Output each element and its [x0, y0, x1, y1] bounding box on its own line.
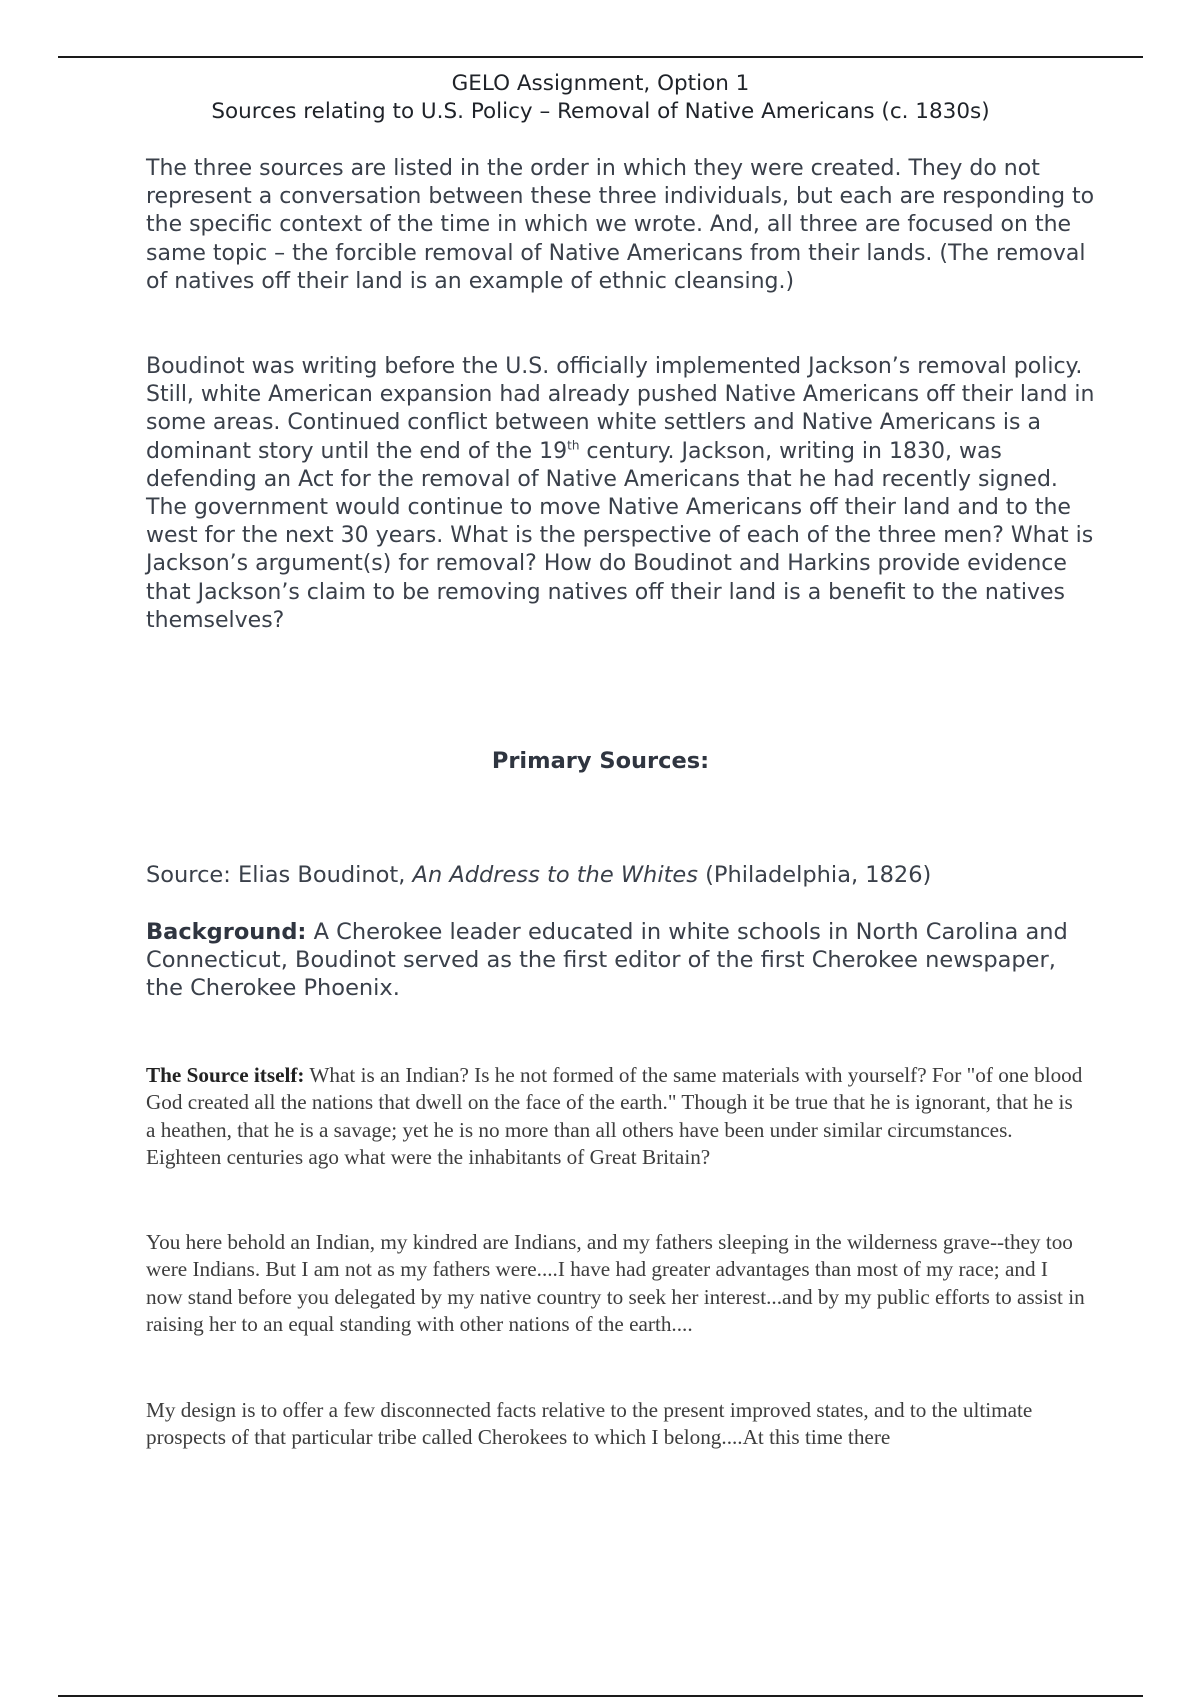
- document-subtitle: Sources relating to U.S. Policy – Removal of Native Americans (c. 1830s): [211, 99, 990, 124]
- intro-paragraph-1: The three sources are listed in the order in which they were created. They do not represent a conversation between these three individuals, but each are responding to the specific context of the time in which we wrote. And, all three are focused on the same topic – the forcible removal of Native Americans from their lands. (The removal of natives off their land is an example of ethnic cleansing.): [146, 156, 1095, 294]
- intro-paragraph-2-part-b: century. Jackson, writing in 1830, was defending an Act for the removal of Native Americans that he had recently signed. The government would continue to move Native Americans off their land and to the west for the next 30 years. What is the perspective of each of the three men? What is Jackson’s argument(s) for removal? How do Boudinot and Harkins provide evidence that Jackson’s claim to be removing natives off their land is a benefit to the natives themselves?: [146, 438, 1094, 633]
- source-suffix: (Philadelphia, 1826): [697, 862, 932, 888]
- document-header: [58, 70, 1143, 126]
- ordinal-suffix: th: [567, 438, 580, 453]
- source-text-label: The Source itself:: [146, 1063, 305, 1087]
- background-label: Background:: [146, 919, 307, 945]
- primary-sources-heading: Primary Sources:: [491, 748, 710, 774]
- document-title: GELO Assignment, Option 1: [451, 71, 750, 96]
- source-text-paragraph-1: [146, 1062, 1086, 1172]
- top-rule: [58, 56, 1143, 58]
- background-text: A Cherokee leader educated in white schools in North Carolina and Connecticut, Boudinot served as the first editor of the first Cherokee newspaper, the Cherokee Phoenix.: [146, 919, 1068, 1002]
- bottom-rule: [58, 1695, 1143, 1697]
- source-prefix: Source: Elias Boudinot,: [146, 862, 413, 888]
- intro-paragraph-2: [146, 353, 1096, 635]
- intro-paragraph-2-part-a: Boudinot was writing before the U.S. officially implemented Jackson’s removal policy. Still, white American expansion had already pushed Native Americans off their land in some areas. Continued conflict between white settlers and Native Americans is a dominant story until the end of the 19: [146, 354, 1095, 464]
- background-paragraph: [146, 918, 1096, 1003]
- source-title: An Address to the Whites: [412, 862, 698, 888]
- source-text-paragraph-2: You here behold an Indian, my kindred are Indians, and my fathers sleeping in the wilderness grave--they too were Indians. But I am not as my fathers were....I have had greater advantages than most of my race; and I now stand before you delegated by my native country to seek her interest...and by my public efforts to assist in raising her to an equal standing with other nations of the earth....: [146, 1230, 1085, 1337]
- source-text-1: What is an Indian? Is he not formed of the same materials with yourself? For "of one blood God created all the nations that dwell on the face of the earth." Though it be true that he is ignorant, that he is a heathen, that he is a savage; yet he is no more than all others have been under similar circumstances. Eighteen centuries ago what were the inhabitants of Great Britain?: [146, 1063, 1083, 1170]
- source-citation: [146, 861, 1096, 889]
- source-text-paragraph-3: My design is to offer a few disconnected facts relative to the present improved states, and to the ultimate prospects of that particular tribe called Cherokees to which I belong....At this time there: [146, 1398, 1033, 1450]
